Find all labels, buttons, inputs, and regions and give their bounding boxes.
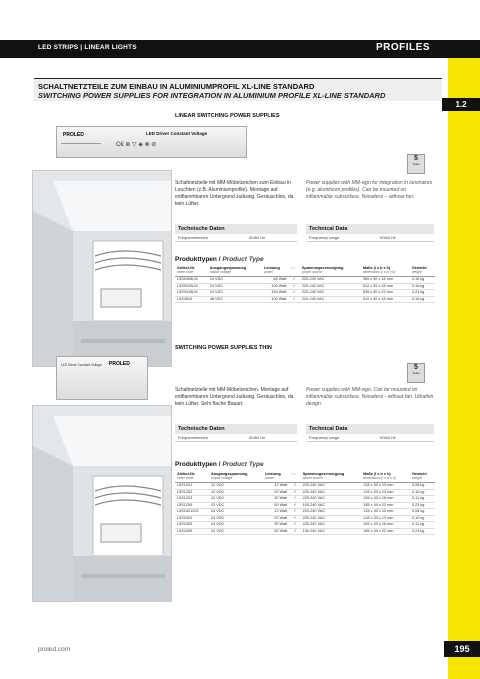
table-cell: 0,11 kg xyxy=(410,522,435,529)
table-row xyxy=(175,296,435,303)
tech-row xyxy=(175,234,297,242)
table-cell: 12 VDC xyxy=(209,489,263,496)
table-cell: L5S2405 xyxy=(175,528,209,535)
psu-label: LED Driver Constant Voltage xyxy=(146,131,208,136)
table-cell: L5S1203 xyxy=(175,496,209,503)
footer-url[interactable]: proled.com xyxy=(38,646,71,653)
table-cell: 220-240 VAC xyxy=(301,496,362,503)
table-cell: 100 Watt xyxy=(262,283,289,290)
technical-data-de-2 xyxy=(175,424,297,442)
table-cell: 220-240 VAC xyxy=(301,515,362,522)
table-cell: 220-240 VAC xyxy=(301,522,362,529)
profile-photo-2 xyxy=(32,405,172,602)
table-cell: L5S1205 xyxy=(175,502,209,509)
technical-data-en-2 xyxy=(306,424,434,442)
table-cell: 12 VDC xyxy=(209,496,263,503)
power-supply-image-2 xyxy=(56,356,148,400)
table-cell: 155 x 33 x 16 mm xyxy=(361,522,410,529)
table-cell: 24 VDC xyxy=(208,290,262,297)
table-cell: ✓ xyxy=(288,296,299,303)
table-cell: 30 Watt xyxy=(263,522,289,529)
table-cell: 155 x 33 x 16 mm xyxy=(361,496,410,503)
column-header: Ausgangsspannung output voltage xyxy=(208,266,262,277)
column-header: Maße (l x b x h) dimensions (l x w x h) xyxy=(361,472,410,483)
column-header: ◌◌ xyxy=(289,472,300,483)
table-cell: 220-240 VAC xyxy=(301,509,362,516)
table-cell: 512 x 30 x 18 mm xyxy=(361,296,410,303)
column-header: Artikel-Nr. order code xyxy=(175,266,208,277)
title-english: SWITCHING POWER SUPPLIES FOR INTEGRATION IN ALUMINIUM PROFILE XL-LINE STANDARD xyxy=(38,91,386,100)
tech-heading: Technische Daten xyxy=(175,224,297,234)
yellow-side-stripe xyxy=(448,40,480,679)
table-cell: L5S0410LM xyxy=(175,283,208,290)
table-cell: ✓ xyxy=(289,509,300,516)
tech-heading: Technische Daten xyxy=(175,424,297,434)
table-cell: 220-240 VAC xyxy=(300,283,361,290)
top-bar xyxy=(0,40,480,58)
description-english-1: Power supplies with MM-sign for integration in luminaires (e.g. aluminium profiles). Can be mounted on inflammable subsurface. Noiseless – without fan. xyxy=(306,180,433,200)
aluminium-profile-illustration xyxy=(33,171,171,366)
table-cell: 350 x 30 x 18 mm xyxy=(361,277,410,284)
table-cell: L5S1201 xyxy=(175,483,209,490)
table-cell: ✓ xyxy=(288,290,299,297)
table-cell: 24 VDC xyxy=(208,283,262,290)
table-cell: 12 Watt xyxy=(263,483,289,490)
table-cell: 24 VDC xyxy=(209,515,263,522)
table-header-row xyxy=(175,472,435,483)
table-cell: 60 Watt xyxy=(262,277,289,284)
table-cell: 24 VDC xyxy=(209,528,263,535)
table-cell: 220-240 VAC xyxy=(300,290,361,297)
table-cell: L5S2403 xyxy=(175,522,209,529)
product-types-title-2: Produkttypen / Product Type xyxy=(175,461,264,468)
table-cell: ✓ xyxy=(288,283,299,290)
table-cell: 220-240 VAC xyxy=(301,483,362,490)
types-title-en: Product Type xyxy=(222,461,264,468)
tech-row xyxy=(175,434,297,442)
psu-label: LED Driver Constant Voltage xyxy=(61,363,102,367)
types-title-de: Produkttypen xyxy=(175,256,217,263)
table-cell: 185 x 44 x 22 mm xyxy=(361,528,410,535)
table-cell: L5S4810 xyxy=(175,296,208,303)
table-cell: 0,16 kg xyxy=(410,277,435,284)
table-cell: ✓ xyxy=(289,522,300,529)
column-header: ◌◌ xyxy=(288,266,299,277)
column-header: Ausgangsspannung output voltage xyxy=(209,472,263,483)
block2-subtitle: SWITCHING POWER SUPPLIES THIN xyxy=(175,345,272,351)
table-cell: L5S1202 xyxy=(175,489,209,496)
category-label: LED STRIPS | LINEAR LIGHTS xyxy=(38,44,137,51)
table-cell: 220-240 VAC xyxy=(300,277,361,284)
warranty-years-number: 5 xyxy=(414,155,418,162)
tech-value: 50/60 Hz xyxy=(249,235,266,240)
tech-label: Frequenzbereich xyxy=(178,435,209,440)
description-german-2: Schaltnetzteile mit MM-Möbelzeichen. Montage auf entflammbaren Untergrund zulässig. Geräuschlos, da kein Lüfter. Sehr flache Bauart. xyxy=(175,387,294,407)
table-cell: 100-240 VAC xyxy=(301,502,362,509)
table-cell: 128 x 30 x 13 mm xyxy=(361,509,410,516)
psu-brand: PROLED xyxy=(63,132,84,138)
page-number: 195 xyxy=(444,641,480,657)
column-header: Maße (l x b x h) dimensions (l x w x h) xyxy=(361,266,410,277)
table-cell: 100 Watt xyxy=(262,296,289,303)
table-cell: 128 x 30 x 13 mm xyxy=(361,483,410,490)
table-cell: 185 x 44 x 22 mm xyxy=(361,502,410,509)
table-cell: ✓ xyxy=(288,277,299,284)
column-header: Gewicht weight xyxy=(410,472,435,483)
table-cell: 128 x 30 x 13 mm xyxy=(361,515,410,522)
tech-label: Frequenzbereich xyxy=(178,235,209,240)
table-cell: L5S2402 xyxy=(175,515,209,522)
psu-line xyxy=(61,143,101,144)
warranty-years-label: Years xyxy=(412,162,420,166)
aluminium-profile-illustration xyxy=(33,406,171,601)
table-cell: 12 VDC xyxy=(209,483,263,490)
table-cell: 0,08 kg xyxy=(410,509,435,516)
description-english-2: Power supplies with MM-sign. Can be mounted on inflammable subsurface. Noiseless - without fan. Ultrathin design. xyxy=(306,387,434,407)
column-header: Spannungsversorgung power source xyxy=(301,472,362,483)
table-cell: 0,23 kg xyxy=(410,502,435,509)
column-header: Artikel-Nr. order code xyxy=(175,472,209,483)
table-cell: 0,16 kg xyxy=(410,296,435,303)
title-box xyxy=(34,78,442,101)
table-header-row xyxy=(175,266,435,277)
types-title-de: Produkttypen xyxy=(175,461,217,468)
table-cell: 12 VDC xyxy=(209,502,263,509)
table-cell: L5S0406LM xyxy=(175,277,208,284)
table-cell: ✓ xyxy=(289,496,300,503)
table-cell: 20 Watt xyxy=(263,489,289,496)
section-tab: 1.2 xyxy=(442,98,480,111)
column-header: Spannungsversorgung power source xyxy=(300,266,361,277)
warranty-years-label: Years xyxy=(412,371,420,375)
table-cell: 48 VDC xyxy=(208,296,262,303)
tech-heading: Technical Data xyxy=(306,424,434,434)
psu-brand: PROLED xyxy=(109,361,130,367)
tech-heading: Technical Data xyxy=(306,224,434,234)
power-supply-label-area-1 xyxy=(110,126,247,158)
table-cell: 50 Watt xyxy=(263,502,289,509)
table-cell: ✓ xyxy=(289,483,300,490)
table-cell: 30 Watt xyxy=(263,496,289,503)
warranty-years-number: 5 xyxy=(414,364,418,371)
table-cell: 0,10 kg xyxy=(410,515,435,522)
warranty-badge-1 xyxy=(407,154,425,174)
certification-icons: C€ ⊕ ▽ ◈ ⊗ ⊘ xyxy=(116,142,157,148)
block1-subtitle: LINEAR SWITCHING POWER SUPPLIES xyxy=(175,113,280,119)
table-cell: 100-240 VAC xyxy=(301,528,362,535)
table-cell: ✓ xyxy=(289,515,300,522)
table-cell: 220-240 VAC xyxy=(301,489,362,496)
table-cell: L5S2401201 xyxy=(175,509,209,516)
profile-photo-1 xyxy=(32,170,172,367)
tech-row xyxy=(306,434,434,442)
product-types-title-1: Produkttypen / Product Type xyxy=(175,256,264,263)
table-cell: 24 VDC xyxy=(208,277,262,284)
column-header: Gewicht weight xyxy=(410,266,435,277)
tech-label: Frequency range xyxy=(309,435,340,440)
table-cell: ✓ xyxy=(289,528,300,535)
table-cell: L5S0415LM xyxy=(175,290,208,297)
tech-value: 50/60 Hz xyxy=(249,435,266,440)
table-cell: 0,11 kg xyxy=(410,496,435,503)
table-cell: 24 VDC xyxy=(209,509,263,516)
product-table-2 xyxy=(175,472,435,535)
table-cell: 512 x 30 x 18 mm xyxy=(361,283,410,290)
table-cell: 0,16 kg xyxy=(410,283,435,290)
table-cell: 0,10 kg xyxy=(410,489,435,496)
tech-value: 50/60 Hz xyxy=(380,235,397,240)
table-cell: 24 VDC xyxy=(209,522,263,529)
table-cell: 150 Watt xyxy=(262,290,289,297)
tech-value: 50/60 Hz xyxy=(380,435,397,440)
table-cell: ✓ xyxy=(289,502,300,509)
column-header: Leistung power xyxy=(262,266,289,277)
table-cell: 50 Watt xyxy=(263,528,289,535)
table-cell: 12 Watt xyxy=(263,509,289,516)
product-table-1 xyxy=(175,266,435,303)
section-label: PROFILES xyxy=(375,42,430,53)
tech-row xyxy=(306,234,434,242)
table-cell: ✓ xyxy=(289,489,300,496)
table-cell: 128 x 30 x 13 mm xyxy=(361,489,410,496)
table-cell: 20 Watt xyxy=(263,515,289,522)
table-cell: 220-240 VAC xyxy=(300,296,361,303)
table-row xyxy=(175,528,435,535)
warranty-badge-2 xyxy=(407,363,425,383)
column-header: Leistung power xyxy=(263,472,289,483)
technical-data-en-1 xyxy=(306,224,434,242)
table-cell: 535 x 30 x 23 mm xyxy=(361,290,410,297)
technical-data-de-1 xyxy=(175,224,297,242)
table-cell: 0,24 kg xyxy=(410,290,435,297)
table-cell: 0,08 kg xyxy=(410,483,435,490)
description-german-1: Schaltnetzteile mit MM-Möbelzeichen zum Einbau in Leuchten (z.B. Aluminiumprofile). Montage auf entflammbaren Untergrund zulässig. Geräuschlos, da kein Lüfter. xyxy=(175,180,294,207)
title-german: SCHALTNETZTEILE ZUM EINBAU IN ALUMINIUMPROFIL XL-LINE STANDARD xyxy=(38,82,315,91)
types-title-en: Product Type xyxy=(222,256,264,263)
table-cell: 0,23 kg xyxy=(410,528,435,535)
tech-label: Frequency range xyxy=(309,235,340,240)
